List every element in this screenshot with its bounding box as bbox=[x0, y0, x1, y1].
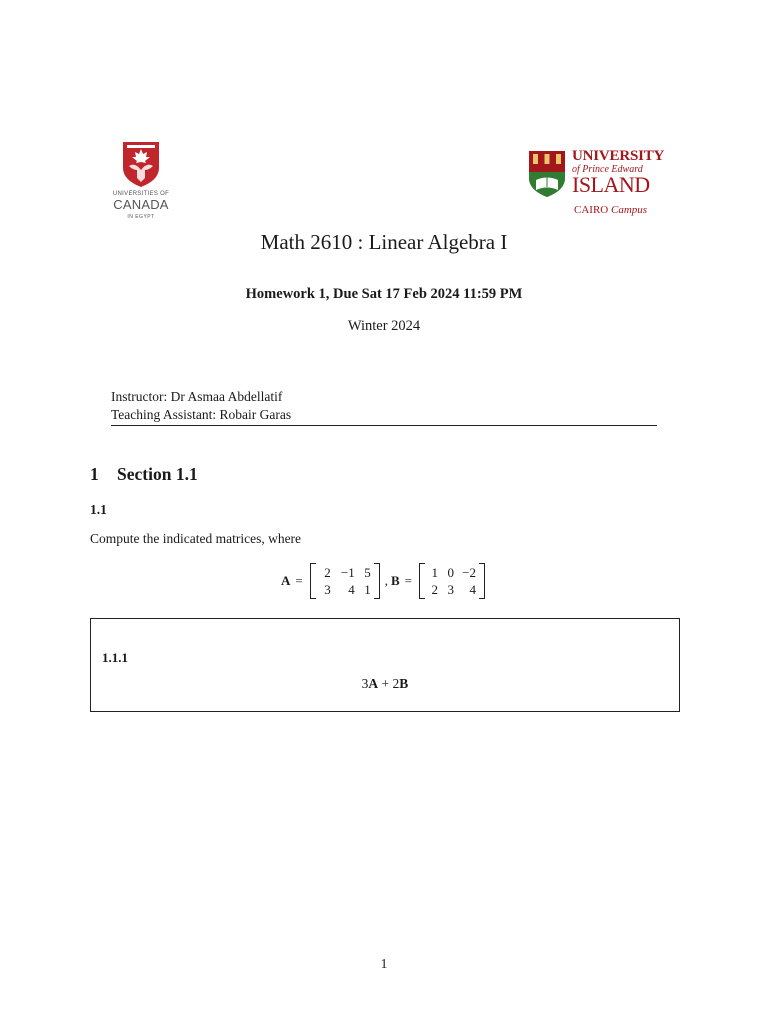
section-title: Section 1.1 bbox=[117, 464, 198, 484]
matrix-a-entries bbox=[316, 565, 374, 597]
matrix-a-entry: −1 bbox=[340, 565, 355, 580]
uc-logo-line3: IN EGYPT bbox=[127, 214, 155, 220]
equals-sign-a: = bbox=[295, 573, 303, 588]
plus-sign: + bbox=[378, 676, 393, 691]
coefficient-a: 3 bbox=[361, 676, 369, 691]
homework-due-subtitle: Homework 1, Due Sat 17 Feb 2024 11:59 PM bbox=[245, 286, 523, 302]
section-heading bbox=[90, 464, 198, 485]
upei-crest-icon bbox=[528, 150, 566, 198]
matrix-b bbox=[419, 563, 485, 599]
matrix-a-entry: 4 bbox=[348, 582, 355, 597]
coefficient-b: 2 bbox=[392, 676, 400, 691]
matrix-b-name: B bbox=[390, 573, 400, 588]
equation-comma: , bbox=[384, 573, 388, 588]
matrix-b-entry: 4 bbox=[469, 582, 476, 597]
matrix-b-entry: 3 bbox=[447, 582, 454, 597]
teaching-assistant-line: Teaching Assistant: Robair Garas bbox=[111, 407, 292, 422]
maple-leaf-shield-icon bbox=[121, 140, 161, 188]
matrix-b-entry: −2 bbox=[462, 565, 476, 580]
matrix-b-entry: 1 bbox=[431, 565, 438, 580]
matrix-a-name: A bbox=[281, 573, 291, 588]
equals-sign-b: = bbox=[404, 573, 412, 588]
uc-logo-line1: UNIVERSITIES OF bbox=[112, 191, 170, 197]
upei-campus-text bbox=[574, 204, 647, 216]
matrix-a-entry: 2 bbox=[324, 565, 331, 580]
instructor-line: Instructor: Dr Asmaa Abdellatif bbox=[111, 389, 283, 404]
variable-a: A bbox=[368, 676, 379, 691]
universities-of-canada-logo bbox=[108, 140, 174, 226]
term-label: Winter 2024 bbox=[347, 318, 421, 334]
matrix-a bbox=[310, 563, 380, 599]
upei-cairo-logo bbox=[528, 148, 665, 220]
section-number: 1 bbox=[90, 464, 99, 484]
upei-prince-text: of Prince Edward bbox=[572, 164, 643, 175]
page-number: 1 bbox=[380, 956, 388, 971]
problem-label: 1.1.1 bbox=[102, 650, 128, 665]
header-divider bbox=[111, 425, 657, 426]
upei-campus-suffix: Campus bbox=[610, 204, 648, 216]
upei-university-text: UNIVERSITY bbox=[572, 148, 665, 164]
matrix-a-entry: 5 bbox=[364, 565, 371, 580]
matrix-a-entry: 3 bbox=[324, 582, 331, 597]
variable-b: B bbox=[399, 676, 409, 691]
page-title: Math 2610 : Linear Algebra I bbox=[260, 230, 508, 254]
matrix-b-entries bbox=[425, 565, 479, 597]
uc-logo-line2: CANADA bbox=[113, 197, 169, 212]
right-bracket bbox=[479, 563, 485, 599]
subsection-heading: 1.1 bbox=[90, 502, 107, 517]
upei-island-text: ISLAND bbox=[572, 172, 650, 197]
matrix-a-entry: 1 bbox=[364, 582, 371, 597]
matrix-definition-equation bbox=[0, 561, 768, 601]
matrix-b-entry: 0 bbox=[447, 565, 454, 580]
problem-intro-text: Compute the indicated matrices, where bbox=[90, 531, 302, 546]
matrix-b-entry: 2 bbox=[431, 582, 438, 597]
problem-box bbox=[90, 618, 680, 712]
problem-expression bbox=[91, 676, 679, 692]
upei-campus-prefix: CAIRO bbox=[574, 204, 609, 216]
right-bracket bbox=[374, 563, 380, 599]
